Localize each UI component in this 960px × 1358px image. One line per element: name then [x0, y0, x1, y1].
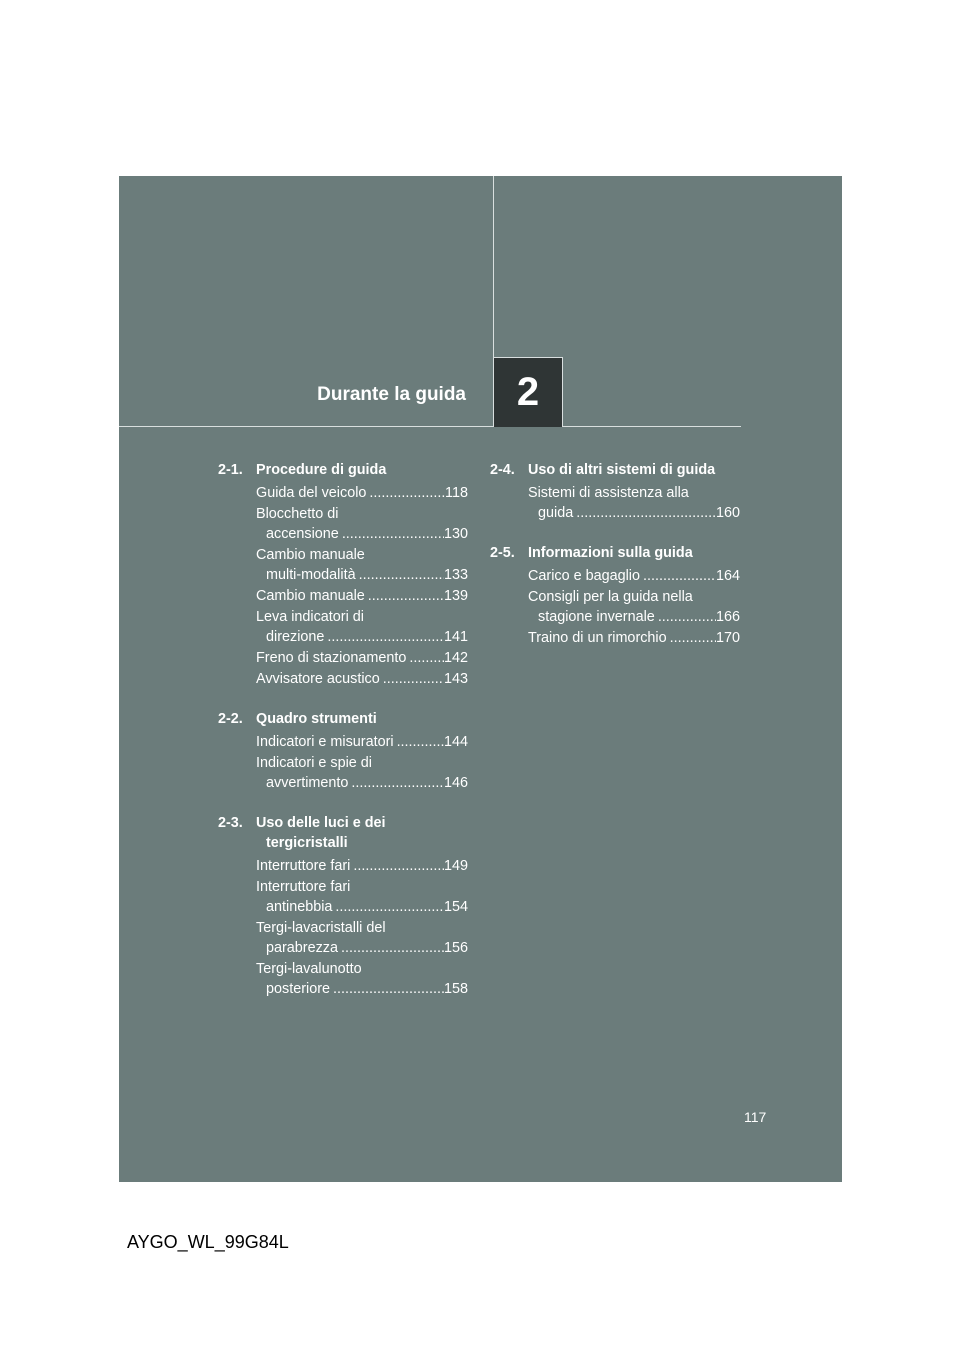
toc-entry-line [528, 483, 740, 503]
toc-section [490, 543, 740, 648]
toc-entry-text: Tergi-lavalunotto [256, 961, 362, 977]
toc-entry-text: Guida del veicolo [256, 485, 367, 501]
toc-entry-line [256, 938, 468, 958]
toc-entry-text: Freno di stazionamento [256, 650, 407, 666]
document-code: AYGO_WL_99G84L [127, 1232, 289, 1252]
toc-entry-line [256, 897, 468, 917]
toc-page-number: 144 [443, 734, 468, 750]
section-title [528, 543, 740, 563]
toc-entry-text: Indicatori e spie di [256, 755, 372, 771]
section-title [256, 460, 468, 480]
section-heading [218, 460, 468, 480]
dot-leader [573, 503, 716, 523]
toc-page-number: 130 [443, 526, 468, 542]
toc-page-number: 160 [715, 505, 740, 521]
toc-entry[interactable] [256, 545, 468, 585]
toc-page-number: 158 [443, 981, 468, 997]
toc-page-number: 118 [445, 485, 468, 501]
dot-leader [339, 524, 444, 544]
toc-page-number: 166 [715, 609, 740, 625]
toc-page-number: 149 [443, 858, 468, 874]
toc-entry-line [256, 856, 468, 876]
toc-entry[interactable] [256, 648, 468, 668]
toc-entry-text: Interruttore fari [256, 858, 351, 874]
section-title-line: Informazioni sulla guida [528, 545, 693, 561]
toc-entry[interactable] [256, 959, 468, 999]
toc-entry-line [256, 753, 468, 773]
dot-leader [394, 732, 444, 752]
section-heading [218, 813, 468, 853]
toc-entry-text: Sistemi di assistenza alla [528, 485, 689, 501]
chapter-title: Durante la guida [317, 384, 466, 405]
toc-entry-text: Tergi-lavacristalli del [256, 920, 386, 936]
toc-entry[interactable] [528, 483, 740, 523]
toc-entry[interactable] [256, 669, 468, 689]
toc-page-number: 156 [443, 940, 468, 956]
toc-entry-line [256, 586, 468, 606]
toc-entry[interactable] [256, 877, 468, 917]
toc-page-number: 170 [715, 630, 740, 646]
dot-leader [324, 627, 444, 647]
toc-entry-line [256, 773, 468, 793]
section-title [256, 709, 468, 729]
toc-page-number: 164 [715, 568, 740, 584]
toc-page-number: 143 [443, 671, 468, 687]
toc-entry-text: Interruttore fari [256, 879, 351, 895]
section-heading [218, 709, 468, 729]
section-number: 2-5. [490, 545, 515, 561]
section-number: 2-4. [490, 462, 515, 478]
toc-entry-line [256, 545, 468, 565]
dot-leader [350, 856, 444, 876]
toc-entry-text: avvertimento [266, 775, 349, 791]
dot-leader [348, 773, 444, 793]
toc-page-number: 154 [443, 899, 468, 915]
toc-entry[interactable] [528, 566, 740, 586]
header-horizontal-rule [119, 426, 741, 427]
toc-section [218, 709, 468, 793]
toc-entry-text: Avvisatore acustico [256, 671, 380, 687]
toc-entry[interactable] [256, 753, 468, 793]
toc-page-number: 139 [443, 588, 468, 604]
section-number: 2-2. [218, 711, 243, 727]
toc-section [218, 460, 468, 689]
toc-entry-text: accensione [266, 526, 339, 542]
toc-entry-text: Consigli per la guida nella [528, 589, 693, 605]
toc-entry-text: parabrezza [266, 940, 338, 956]
section-heading [490, 460, 740, 480]
toc-entry[interactable] [256, 607, 468, 647]
dot-leader [338, 938, 444, 958]
dot-leader [365, 586, 444, 606]
section-title-line: Uso di altri sistemi di guida [528, 462, 716, 478]
toc-entry[interactable] [256, 586, 468, 606]
toc-entry-line [256, 918, 468, 938]
toc-entry[interactable] [528, 587, 740, 627]
toc-entry-text: Cambio manuale [256, 588, 365, 604]
section-number: 2-3. [218, 815, 243, 831]
section-title [256, 813, 468, 853]
toc-entry-text: Traino di un rimorchio [528, 630, 667, 646]
dot-leader [356, 565, 444, 585]
toc-entry-text: Indicatori e misuratori [256, 734, 394, 750]
section-heading [490, 543, 740, 563]
toc-entry-line [256, 627, 468, 647]
toc-entry-text: Leva indicatori di [256, 609, 364, 625]
toc-entry-line [256, 483, 468, 503]
toc-entry-text: Blocchetto di [256, 506, 339, 522]
toc-entry-text: antinebbia [266, 899, 333, 915]
toc-entry-text: guida [538, 505, 574, 521]
toc-entry-line [256, 504, 468, 524]
toc-entry-line [256, 648, 468, 668]
section-title-line: Quadro strumenti [256, 711, 377, 727]
toc-entry-line [256, 565, 468, 585]
toc-entry-text: stagione invernale [538, 609, 655, 625]
chapter-number: 2 [516, 370, 540, 414]
toc-entry[interactable] [256, 856, 468, 876]
section-title-line: Uso delle luci e dei [256, 815, 386, 831]
toc-entry-line [256, 669, 468, 689]
dot-leader [655, 607, 716, 627]
dot-leader [640, 566, 716, 586]
toc-entry[interactable] [256, 483, 468, 503]
toc-entry-text: direzione [266, 629, 325, 645]
toc-entry-line [256, 979, 468, 999]
toc-entry-line [528, 566, 740, 586]
dot-leader [406, 648, 444, 668]
page-number: 117 [744, 1109, 767, 1125]
toc-entry[interactable] [256, 504, 468, 544]
dot-leader [380, 669, 444, 689]
toc-page-number: 133 [443, 567, 468, 583]
toc-entry-text: posteriore [266, 981, 330, 997]
toc-entry-line [256, 732, 468, 752]
section-title [528, 460, 740, 480]
dot-leader [332, 897, 444, 917]
dot-leader [366, 483, 445, 503]
toc-page-number: 142 [443, 650, 468, 666]
toc-entry-line [256, 877, 468, 897]
toc-entry-line [528, 587, 740, 607]
section-title-line: tergicristalli [266, 835, 348, 851]
toc-entry-text: multi-modalità [266, 567, 356, 583]
toc-left-column [218, 460, 468, 1019]
dot-leader [667, 628, 716, 648]
toc-entry-line [528, 503, 740, 523]
toc-entry-line [528, 607, 740, 627]
toc-right-column [490, 460, 740, 668]
toc-entry-line [256, 607, 468, 627]
toc-section [490, 460, 740, 523]
toc-entry[interactable] [256, 732, 468, 752]
section-number: 2-1. [218, 462, 243, 478]
toc-section [218, 813, 468, 999]
toc-entry-text: Carico e bagaglio [528, 568, 640, 584]
toc-entry-text: Cambio manuale [256, 547, 365, 563]
toc-page-number: 146 [443, 775, 468, 791]
toc-page-number: 141 [443, 629, 468, 645]
toc-entry-line [528, 628, 740, 648]
toc-entry-line [256, 959, 468, 979]
dot-leader [330, 979, 444, 999]
toc-entry[interactable] [256, 918, 468, 958]
section-title-line: Procedure di guida [256, 462, 387, 478]
toc-entry[interactable] [528, 628, 740, 648]
toc-entry-line [256, 524, 468, 544]
chapter-number-tab [494, 357, 563, 427]
